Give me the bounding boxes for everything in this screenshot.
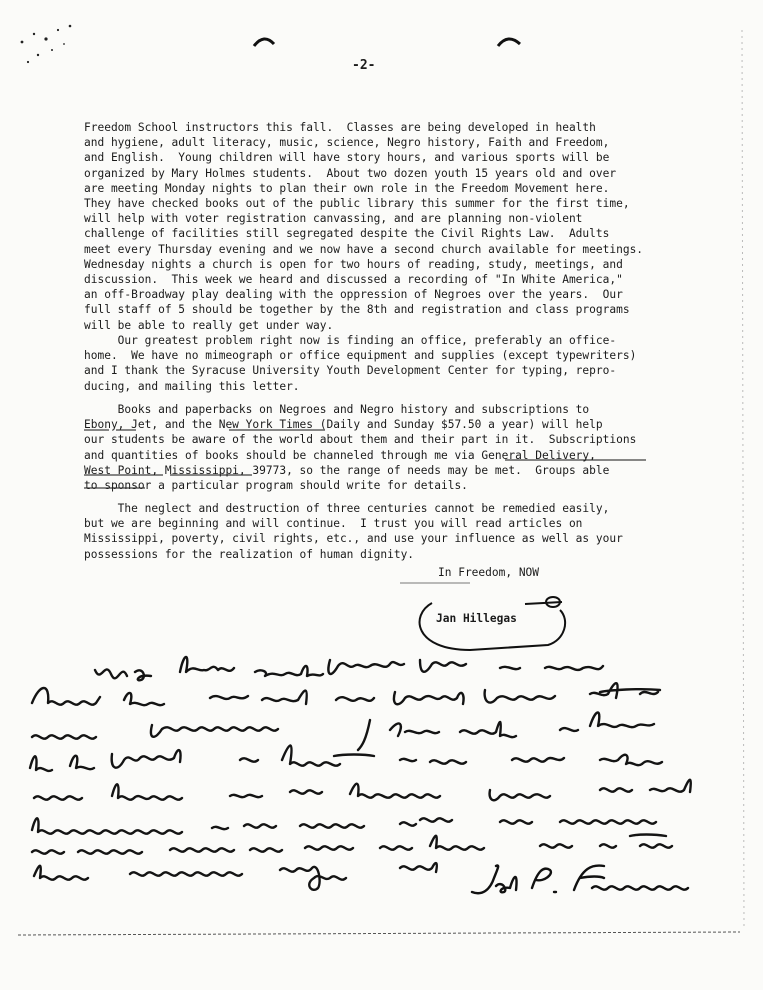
body-paragraph-1: Freedom School instructors this fall. Classes are being developed in health and hygiene, adult literacy, music, science, Negro history, Faith and Freedom, and English. Young children will have story hours, and various sports will be organized by Mary Holmes students. About two dozen youth 15 years old and over are meeting Monday nights to plan their own role in the Freedom Movement here. They have checked books out of the public library this summer for the first time, will help with voter registration canvassing, and are planning non-violent challenge of facilities still segregated despite the Civil Rights Law. Adults meet every Thursday evening and we now have a second church available for meetings. Wednesday nights a church is open for two hours of reading, study, meetings, and discussion. This week we heard and discussed a recording of "In White America," an off-Broadway play dealing with the oppression of Negroes over the years. Our full staff of 5 should be together by the 8th and registration and class programs will be able to really get under way. bbox=[84, 121, 644, 332]
closing-line: In Freedom, NOW bbox=[438, 566, 540, 579]
body-paragraph-4: The neglect and destruction of three centuries cannot be remedied easily, but we are beginning and will continue. I trust you will read articles on Mississippi, poverty, civil rights, etc., and use your influence as well as your possessions for the realization of human dignity. bbox=[84, 502, 623, 561]
body-paragraph-2: Our greatest problem right now is finding an office, preferably an office- home. We have no mimeograph or office equipment and supplies (except typewriters) and I thank the Syracuse University Youth Development Center for typing, repro- ducing, and mailing this letter. bbox=[84, 334, 637, 393]
handwritten-signature-strokes bbox=[462, 858, 702, 908]
handwritten-signature bbox=[462, 858, 702, 916]
typed-signature: Jan Hillegas bbox=[436, 612, 517, 625]
body-paragraph-3: Books and paperbacks on Negroes and Negro history and subscriptions to Ebony, Jet, and the New York Times (Daily and Sunday $57.50 a year) will help our students be aware of the world about them and their part in it. Subscriptions and quantities of books should be channeled through me via General Delivery, West Point, Mississippi, 39773, so the range of needs may be met. Groups able to sponsor a particular program should write for details. bbox=[84, 403, 637, 493]
page-number: -2- bbox=[352, 58, 376, 73]
